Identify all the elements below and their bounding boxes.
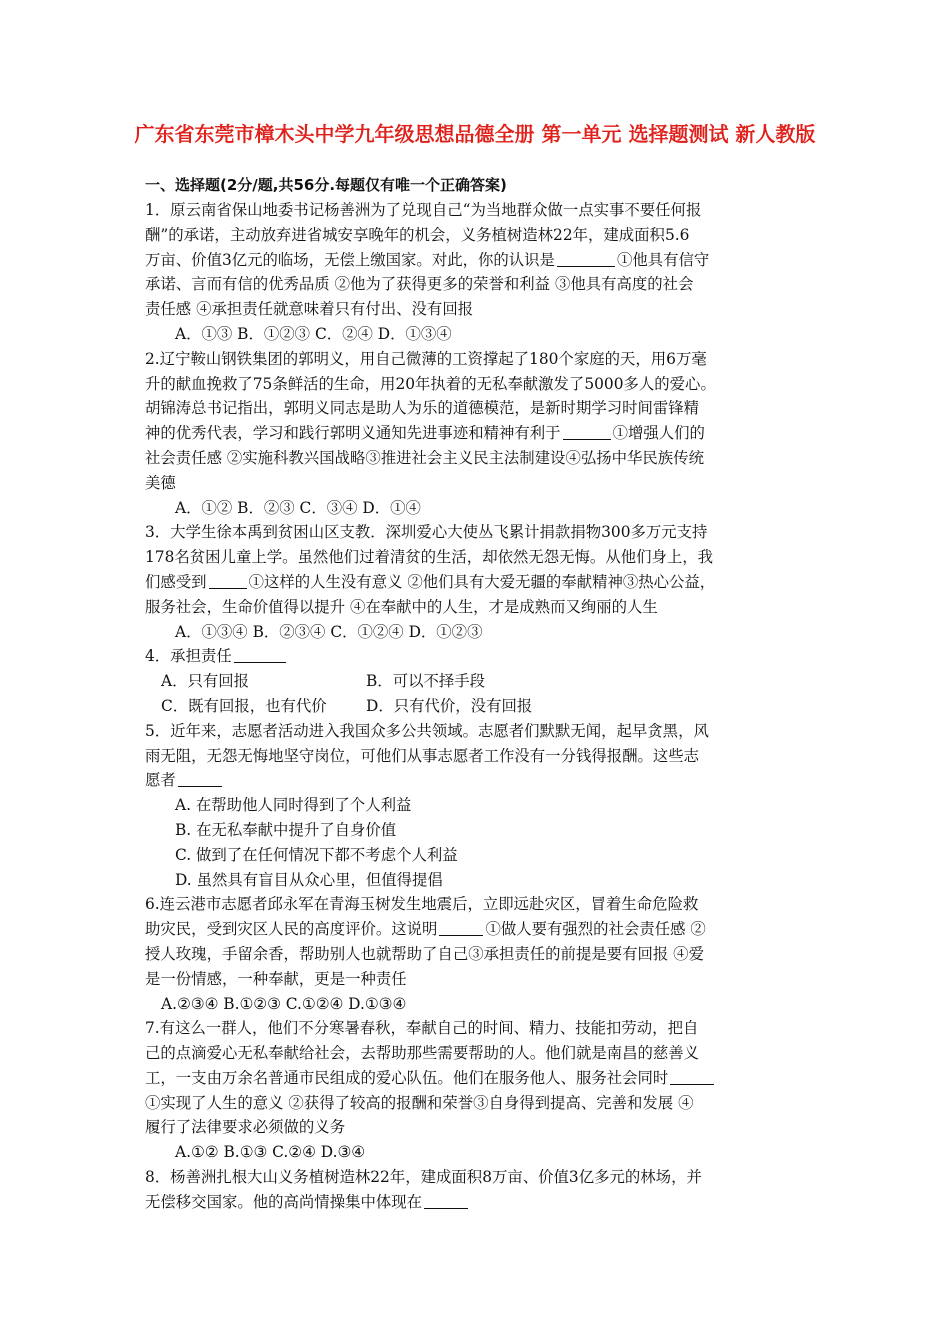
- question-text-line: [145, 917, 810, 942]
- question-text-line: 承诺、言而有信的优秀品质 ②他为了获得更多的荣誉和利益 ③他具有高度的社会: [145, 275, 694, 294]
- question-text-line: ①实现了人生的意义 ②获得了较高的报酬和荣誉③自身得到提高、完善和发展 ④: [145, 1093, 694, 1112]
- answer-blank: [557, 250, 615, 267]
- option-d: D．只有代价，没有回报: [366, 696, 533, 715]
- question-text-line: 178名贫困儿童上学。虽然他们过着清贫的生活，却依然无怨无悔。从他们身上，我: [145, 548, 714, 567]
- question-list: [145, 198, 810, 1215]
- question-text-line: 5．近年来，志愿者活动进入我国众多公共领域。志愿者们默默无闻，起早贪黑，风: [145, 721, 709, 740]
- question-7: [145, 1016, 810, 1165]
- question-text: 工，一支由万余名普通市民组成的爱心队伍。他们在服务他人、服务社会同时: [145, 1068, 669, 1087]
- question-text-line: [145, 1190, 810, 1215]
- answer-blank: [209, 572, 247, 589]
- question-text-line: 美德: [145, 473, 176, 492]
- question-text: ①他具有信守: [616, 250, 710, 269]
- option-a: A. 在帮助他人同时得到了个人利益: [175, 796, 412, 815]
- option-d: D. 虽然具有盲目从众心里，但值得提倡: [175, 870, 443, 889]
- question-4: [145, 644, 810, 718]
- question-text-line: 胡锦涛总书记指出，郭明义同志是助人为乐的道德模范，是新时期学习时间雷锋精: [145, 399, 700, 418]
- answer-blank: [563, 423, 611, 440]
- section-header: 一、选择题(2分/题,共56分.每题仅有唯一个正确答案): [145, 176, 507, 194]
- answer-options: A.②③④ B.①②③ C.①②④ D.①③④: [161, 994, 407, 1013]
- option-c: C．既有回报，也有代价: [161, 696, 327, 715]
- answer-options: A．①③④ B．②③④ C．①②④ D．①②③: [175, 622, 483, 641]
- question-text-line: 升的献血挽救了75条鲜活的生命，用20年执着的无私奉献激发了5000多人的爱心。: [145, 374, 716, 393]
- answer-options: [145, 669, 810, 694]
- document-title: 广东省东莞市樟木头中学九年级思想品德全册 第一单元 选择题测试 新人教版: [134, 122, 816, 146]
- answer-options: A．①② B．②③ C．③④ D．①④: [175, 498, 421, 517]
- answer-blank: [178, 770, 222, 787]
- option-a: A．只有回报: [161, 672, 250, 691]
- question-text: ①增强人们的: [612, 424, 705, 443]
- question-text: ①这样的人生没有意义 ②他们具有大爱无疆的奉献精神③热心公益，: [248, 572, 716, 591]
- question-text: 无偿移交国家。他的高尚情操集中体现在: [145, 1192, 423, 1211]
- question-text-line: 己的点滴爱心无私奉献给社会，去帮助那些需要帮助的人。他们就是南昌的慈善义: [145, 1044, 700, 1063]
- question-2: [145, 347, 810, 521]
- question-text: 愿者: [145, 771, 176, 790]
- question-text-line: 是一份情感，一种奉献，更是一种责任: [145, 969, 407, 988]
- question-text-line: 1．原云南省保山地委书记杨善洲为了兑现自己“为当地群众做一点实事不要任何报: [145, 201, 702, 219]
- question-text-line: 6.连云港市志愿者邱永军在青海玉树发生地震后，立即远赴灾区，冒着生命危险救: [145, 895, 699, 914]
- question-text-line: 授人玫瑰，手留余香，帮助别人也就帮助了自己③承担责任的前提是要有回报 ④爱: [145, 944, 704, 963]
- option-b: B. 在无私奉献中提升了自身价值: [175, 820, 397, 839]
- answer-options: A．①③ B．①②③ C．②④ D．①③④: [175, 324, 452, 343]
- question-text-line: 8．杨善洲扎根大山义务植树造林22年，建成面积8万亩、价值3亿多元的林场，并: [145, 1168, 702, 1187]
- question-3: [145, 520, 810, 644]
- question-text-line: 雨无阻，无怨无悔地坚守岗位，可他们从事志愿者工作没有一分钱得报酬。这些志: [145, 746, 700, 765]
- answer-options: [145, 694, 810, 719]
- option-c: C. 做到了在任何情况下都不考虑个人利益: [175, 845, 458, 864]
- option-b: B．可以不择手段: [366, 672, 486, 691]
- question-text: 助灾民，受到灾区人民的高度评价。这说明: [145, 920, 438, 939]
- question-text-line: 履行了法律要求必须做的义务: [145, 1118, 346, 1137]
- question-text-line: 2.辽宁鞍山钢铁集团的郭明义，用自己微薄的工资撑起了180个家庭的天，用6万毫: [145, 349, 707, 368]
- question-5: [145, 719, 810, 893]
- question-text-line: [145, 248, 810, 273]
- answer-blank: [424, 1192, 468, 1209]
- question-text-line: [145, 570, 810, 595]
- question-text-line: [145, 644, 810, 669]
- question-text-line: 7.有这么一群人，他们不分寒暑春秋，奉献自己的时间、精力、技能扣劳动，把自: [145, 1019, 699, 1038]
- question-text-line: [145, 421, 810, 446]
- question-text-line: [145, 768, 810, 793]
- question-text-line: 服务社会，生命价值得以提升 ④在奉献中的人生，才是成熟而又绚丽的人生: [145, 597, 658, 616]
- answer-blank: [670, 1068, 714, 1085]
- question-text: 万亩、价值3亿元的临场，无偿上缴国家。对此，你的认识是: [145, 250, 555, 269]
- question-8: [145, 1165, 810, 1215]
- question-1: [145, 198, 810, 347]
- question-text-line: 酬”的承诺，主动放弃进省城安享晚年的机会，义务植树造林22年，建成面积5.6: [145, 225, 690, 244]
- question-text-line: 社会责任感 ②实施科教兴国战略③推进社会主义民主法制建设④弘扬中华民族传统: [145, 448, 704, 467]
- question-text: 神的优秀代表，学习和践行郭明义通知先进事迹和精神有利于: [145, 424, 561, 443]
- answer-blank: [439, 919, 483, 936]
- answer-options: A.①② B.①③ C.②④ D.③④: [175, 1143, 366, 1162]
- question-text-line: [145, 1066, 810, 1091]
- question-text: ①做人要有强烈的社会责任感 ②: [485, 920, 706, 939]
- question-text: 们感受到: [145, 572, 207, 591]
- answer-blank: [234, 646, 286, 663]
- question-text: 4．承担责任: [145, 647, 232, 666]
- question-text-line: 3．大学生徐本禹到贫困山区支教．深圳爱心大使丛飞累计捐款捐物300多万元支持: [145, 523, 708, 542]
- question-6: [145, 892, 810, 1016]
- question-text-line: 责任感 ④承担责任就意味着只有付出、没有回报: [145, 300, 474, 319]
